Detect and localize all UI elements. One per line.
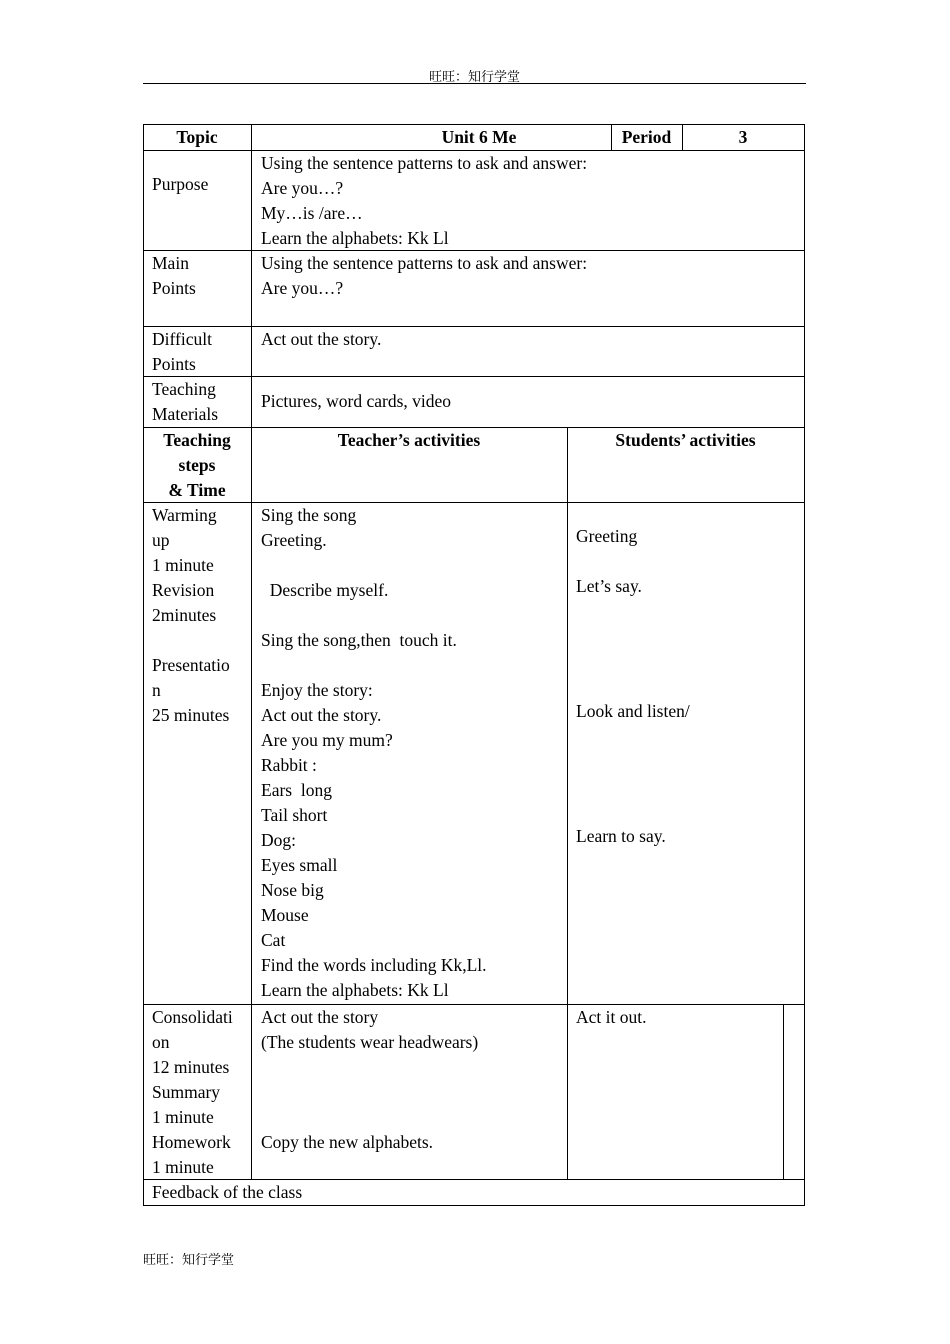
label-line: Difficult xyxy=(152,329,212,349)
teacher-line: Nose big xyxy=(261,880,324,900)
step-line: Warming xyxy=(152,505,217,525)
step-line: Summary xyxy=(152,1082,221,1102)
teacher-line: Eyes small xyxy=(261,855,338,875)
consolidation-steps xyxy=(152,1005,233,1180)
col-border xyxy=(251,124,252,1179)
period-value: 3 xyxy=(738,127,748,147)
main-points-label xyxy=(152,251,196,301)
teacher-line: Dog: xyxy=(261,830,296,850)
period-label: Period xyxy=(621,127,672,147)
teacher-line: (The students wear headwears) xyxy=(261,1032,479,1052)
teacher-line xyxy=(261,603,487,628)
step-line: 1 minute xyxy=(152,555,214,575)
purpose-line: My…is /are… xyxy=(261,203,363,223)
col-border xyxy=(783,1004,784,1179)
topic-value: Unit 6 Me xyxy=(441,127,517,147)
steps-header xyxy=(143,428,251,503)
step-line: Consolidati xyxy=(152,1007,233,1027)
topic-label: Topic xyxy=(176,127,218,147)
header-line: steps xyxy=(178,455,216,475)
purpose-label: Purpose xyxy=(152,174,209,194)
teaching-materials-label xyxy=(152,377,218,427)
step-line: Revision xyxy=(152,580,215,600)
teacher-line: Tail short xyxy=(261,805,328,825)
col-border xyxy=(567,427,568,1179)
col-border xyxy=(143,124,144,1205)
teacher-line: Sing the song,then touch it. xyxy=(261,630,457,650)
teacher-line xyxy=(261,653,487,678)
label-line: Materials xyxy=(152,404,219,424)
consolidation-students: Act it out. xyxy=(576,1007,647,1027)
step-line: 1 minute xyxy=(152,1157,214,1177)
teacher-line: Rabbit : xyxy=(261,755,317,775)
col-border xyxy=(804,124,805,1205)
header-line: & Time xyxy=(168,480,226,500)
header-rule xyxy=(143,83,806,84)
teacher-line: Copy the new alphabets. xyxy=(261,1132,434,1152)
feedback-label: Feedback of the class xyxy=(152,1182,303,1202)
teacher-line: Mouse xyxy=(261,905,309,925)
label-line: Points xyxy=(152,354,196,374)
page-footer: 旺旺：知行学堂 xyxy=(143,1253,235,1268)
step-line xyxy=(152,628,230,653)
students-look-listen: Look and listen/ xyxy=(576,701,690,721)
row-border xyxy=(143,1205,805,1206)
teacher-line xyxy=(261,1105,478,1130)
page-header: 旺旺：知行学堂 xyxy=(428,70,520,85)
students-learn-say: Learn to say. xyxy=(576,826,666,846)
teaching-materials-text: Pictures, word cards, video xyxy=(261,391,452,411)
step-line: 1 minute xyxy=(152,1107,214,1127)
label-line: Main xyxy=(152,253,189,273)
label-line: Teaching xyxy=(152,379,216,399)
difficult-points-label xyxy=(152,327,212,377)
main-points-line: Are you…? xyxy=(261,278,344,298)
step-line: n xyxy=(152,680,161,700)
step-line: 25 minutes xyxy=(152,705,230,725)
teacher-line: Greeting. xyxy=(261,530,327,550)
teacher-line xyxy=(261,1055,478,1080)
consolidation-teacher xyxy=(261,1005,478,1155)
main-points-line: Using the sentence patterns to ask and answer: xyxy=(261,253,588,273)
teacher-line: Learn the alphabets: Kk Ll xyxy=(261,980,449,1000)
students-lets-say: Let’s say. xyxy=(576,576,642,596)
students-activities-header: Students’ activities xyxy=(615,430,756,450)
teacher-line: Sing the song xyxy=(261,505,357,525)
main-points-text xyxy=(261,251,587,301)
difficult-points-text: Act out the story. xyxy=(261,329,382,349)
teacher-line: Find the words including Kk,Ll. xyxy=(261,955,487,975)
row-border xyxy=(143,326,805,327)
purpose-text xyxy=(261,151,587,251)
teacher-line: Cat xyxy=(261,930,286,950)
step-line: on xyxy=(152,1032,170,1052)
row-border xyxy=(143,376,805,377)
step-line: 12 minutes xyxy=(152,1057,230,1077)
teacher-activities-column xyxy=(261,503,487,1003)
steps-column xyxy=(152,503,230,728)
header-line: Teaching xyxy=(163,430,231,450)
step-line: up xyxy=(152,530,170,550)
teacher-line xyxy=(261,1080,478,1105)
teacher-line: Describe myself. xyxy=(261,580,389,600)
teacher-activities-header: Teacher’s activities xyxy=(337,430,481,450)
purpose-line: Learn the alphabets: Kk Ll xyxy=(261,228,449,248)
teacher-line: Act out the story xyxy=(261,1007,379,1027)
label-line: Points xyxy=(152,278,196,298)
students-greeting: Greeting xyxy=(576,526,638,546)
teacher-line: Act out the story. xyxy=(261,705,382,725)
step-line: Homework xyxy=(152,1132,231,1152)
step-line: 2minutes xyxy=(152,605,217,625)
teacher-line xyxy=(261,553,487,578)
purpose-line: Using the sentence patterns to ask and answer: xyxy=(261,153,588,173)
teacher-line: Ears long xyxy=(261,780,332,800)
purpose-line: Are you…? xyxy=(261,178,344,198)
teacher-line: Enjoy the story: xyxy=(261,680,373,700)
step-line: Presentatio xyxy=(152,655,230,675)
teacher-line: Are you my mum? xyxy=(261,730,393,750)
